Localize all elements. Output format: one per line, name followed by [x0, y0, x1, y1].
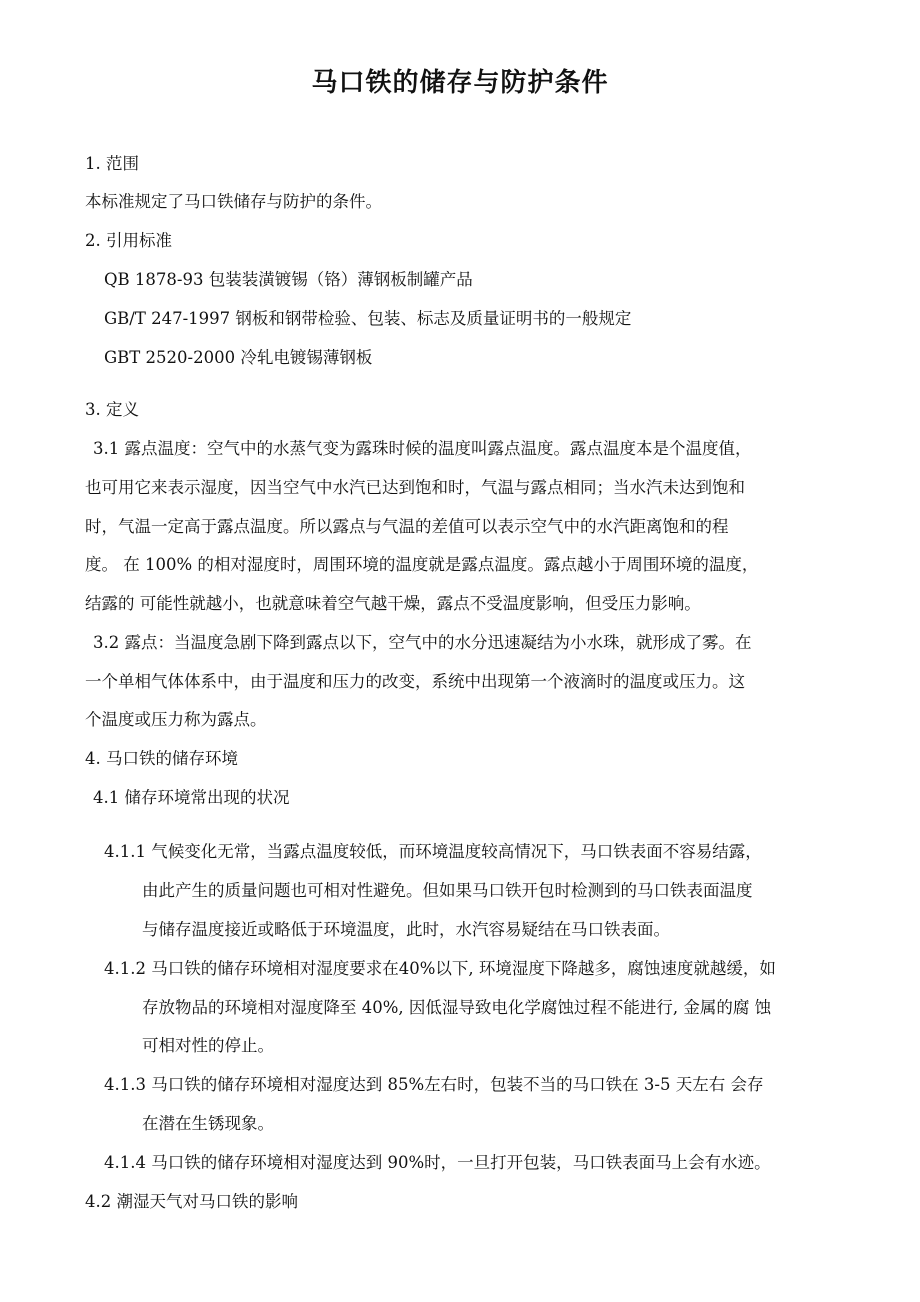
- paragraph-line: 3.2 露点：当温度急剧下降到露点以下，空气中的水分迅速凝结为小水珠，就形成了雾。在: [93, 633, 752, 652]
- heading-storage-environment: 4. 马口铁的储存环境: [85, 749, 238, 768]
- paragraph-line: 可相对性的停止。: [142, 1036, 274, 1055]
- heading-definitions: 3. 定义: [85, 400, 139, 419]
- reference-item: GBT 2520-2000 冷轧电镀锡薄钢板: [104, 348, 373, 367]
- subheading-conditions: 4.1 储存环境常出现的状况: [93, 788, 290, 807]
- paragraph-line: 4.1.2 马口铁的储存环境相对湿度要求在40%以下, 环境湿度下降越多，腐蚀速度就越缓，如: [104, 959, 776, 978]
- paragraph-line: 4.1.3 马口铁的储存环境相对湿度达到 85%左右时，包装不当的马口铁在 3-5 天左右 会存: [104, 1075, 764, 1094]
- paragraph-line: 时，气温一定高于露点温度。所以露点与气温的差值可以表示空气中的水汽距离饱和的程: [85, 517, 729, 536]
- document-title: 马口铁的储存与防护条件: [311, 68, 609, 98]
- heading-references: 2. 引用标准: [85, 231, 172, 250]
- paragraph-line: 4.1.4 马口铁的储存环境相对湿度达到 90%时，一旦打开包装，马口铁表面马上会有水迹。: [104, 1153, 771, 1172]
- reference-item: GB/T 247-1997 钢板和钢带检验、包装、标志及质量证明书的一般规定: [104, 309, 632, 328]
- paragraph-line: 度。 在 100% 的相对湿度时，周围环境的温度就是露点温度。露点越小于周围环境的温度，: [85, 555, 759, 574]
- heading-scope: 1. 范围: [85, 154, 139, 173]
- paragraph-line: 存放物品的环境相对湿度降至 40%, 因低湿导致电化学腐蚀过程不能进行, 金属的腐 蚀: [142, 998, 772, 1017]
- paragraph-line: 也可用它来表示湿度，因当空气中水汽已达到饱和时，气温与露点相同；当水汽未达到饱和: [85, 478, 745, 497]
- paragraph-line: 由此产生的质量问题也可相对性避免。但如果马口铁开包时检测到的马口铁表面温度: [142, 881, 753, 900]
- subheading-humid-weather: 4.2 潮湿天气对马口铁的影响: [85, 1192, 298, 1211]
- paragraph-line: 一个单相气体体系中，由于温度和压力的改变，系统中出现第一个液滴时的温度或压力。这: [85, 672, 745, 691]
- paragraph-line: 4.1.1 气候变化无常，当露点温度较低，而环境温度较高情况下，马口铁表面不容易结露，: [104, 842, 762, 861]
- paragraph-line: 个温度或压力称为露点。: [85, 710, 267, 729]
- paragraph-scope: 本标准规定了马口铁储存与防护的条件。: [85, 192, 382, 211]
- paragraph-line: 结露的 可能性就越小，也就意味着空气越干燥，露点不受温度影响，但受压力影响。: [85, 594, 701, 613]
- reference-item: QB 1878-93 包装装潢镀锡（铬）薄钢板制罐产品: [104, 270, 473, 289]
- paragraph-line: 与储存温度接近或略低于环境温度，此时，水汽容易疑结在马口铁表面。: [142, 920, 670, 939]
- paragraph-line: 在潜在生锈现象。: [142, 1114, 274, 1133]
- paragraph-line: 3.1 露点温度：空气中的水蒸气变为露珠时候的温度叫露点温度。露点温度本是个温度值，: [93, 439, 752, 458]
